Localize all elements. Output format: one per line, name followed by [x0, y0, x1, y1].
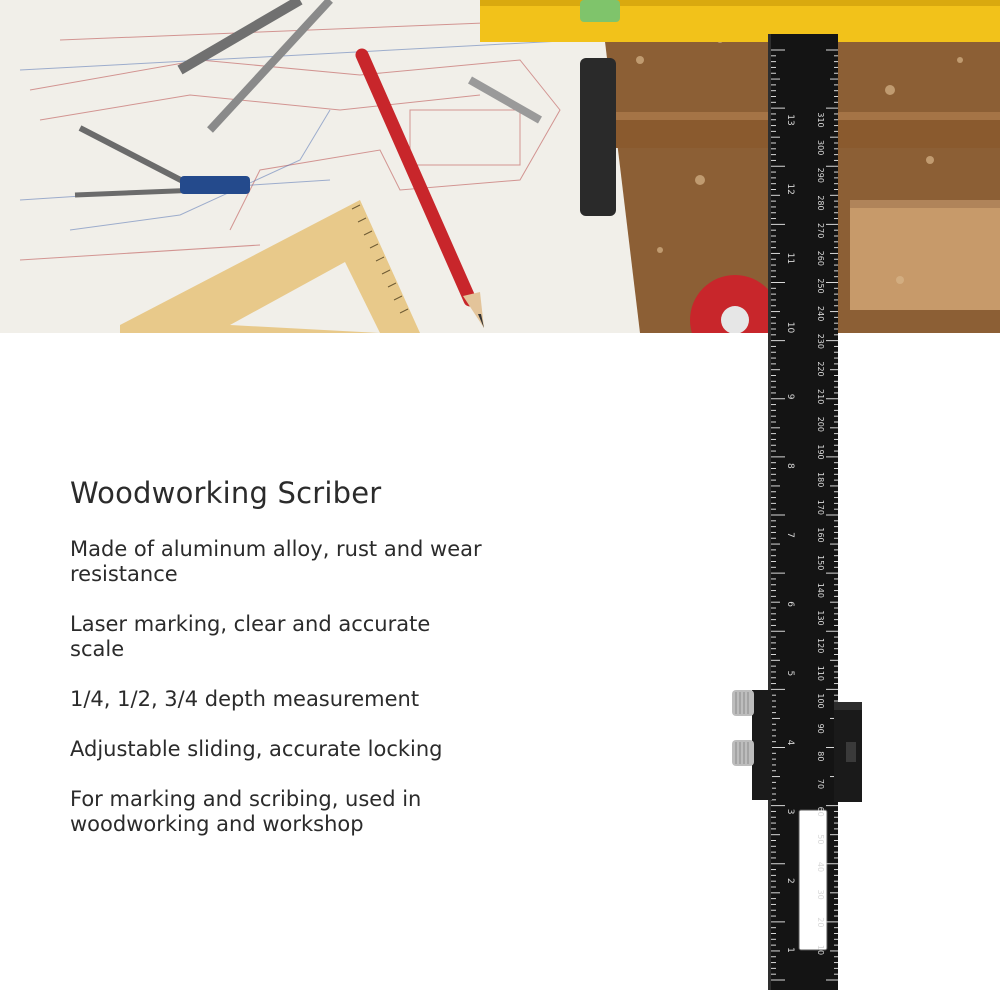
mm-scale-label: 150	[816, 555, 825, 571]
mm-scale-label: 10	[816, 944, 825, 956]
mm-scale-label: 120	[816, 638, 825, 654]
mm-scale-label: 30	[816, 889, 825, 900]
mm-scale-label: 170	[816, 499, 825, 515]
mm-scale-label: 180	[816, 472, 825, 488]
mm-scale-label: 270	[816, 223, 825, 239]
inch-scale-label: 4	[785, 739, 795, 746]
inch-scale-label: 2	[785, 877, 795, 884]
wood-plank	[850, 200, 1000, 310]
mm-scale-label: 100	[816, 693, 825, 709]
mm-scale-label: 310	[816, 112, 825, 128]
inch-scale-label: 9	[785, 393, 795, 400]
hammer-head	[580, 58, 616, 216]
mm-scale-label: 90	[816, 723, 825, 734]
scriber-ruler-photo	[722, 30, 872, 995]
inch-scale-label: 3	[785, 808, 795, 815]
ruler-slot	[799, 810, 827, 950]
feature-material: Made of aluminum alloy, rust and wear resistance	[70, 536, 482, 586]
mm-scale-label: 190	[816, 444, 825, 460]
mm-scale-label: 220	[816, 361, 825, 377]
mm-scale-label: 290	[816, 167, 825, 183]
inch-scale-label: 11	[785, 252, 795, 265]
product-description	[70, 476, 490, 862]
locking-knob-upper	[732, 690, 754, 716]
inch-scale-label: 8	[785, 462, 795, 469]
mm-scale-label: 300	[816, 140, 825, 156]
mm-scale-label: 200	[816, 416, 825, 432]
feature-laser-marking: Laser marking, clear and accurate scale	[70, 611, 431, 661]
mm-scale-label: 80	[816, 751, 825, 762]
mm-scale-label: 40	[816, 861, 825, 873]
mm-scale-label: 20	[816, 917, 825, 928]
product-title: Woodworking Scriber	[70, 476, 382, 510]
mm-scale-label: 50	[816, 834, 825, 845]
mm-scale-label: 230	[816, 333, 825, 349]
inch-scale-label: 7	[785, 532, 795, 538]
mm-scale-label: 260	[816, 250, 825, 266]
inch-scale-label: 10	[785, 321, 795, 334]
inch-scale-label: 5	[785, 670, 795, 677]
inch-scale-label: 12	[785, 183, 795, 195]
mm-scale-label: 130	[816, 610, 825, 626]
inch-scale-label: 1	[785, 947, 795, 953]
mm-scale-label: 280	[816, 195, 825, 211]
feature-usage: For marking and scribing, used in woodworking and workshop	[70, 786, 422, 836]
mm-scale-label: 250	[816, 278, 825, 294]
inch-scale-label: 6	[785, 601, 795, 608]
mm-scale-label: 70	[816, 778, 825, 790]
level-bubble-vial	[580, 0, 620, 22]
mm-scale-label: 160	[816, 527, 825, 543]
feature-adjustable-sliding: Adjustable sliding, accurate locking	[70, 736, 443, 761]
mm-scale-label: 140	[816, 582, 825, 598]
locking-knob-lower	[732, 740, 754, 766]
mm-scale-label: 110	[816, 665, 825, 681]
feature-depth-measurement: 1/4, 1/2, 3/4 depth measurement	[70, 686, 420, 711]
inch-scale-label: 13	[785, 114, 795, 126]
mm-scale-label: 60	[816, 806, 825, 817]
mm-scale-label: 210	[816, 389, 825, 405]
scriber-ruler	[722, 30, 872, 995]
mm-scale-label: 240	[816, 306, 825, 322]
